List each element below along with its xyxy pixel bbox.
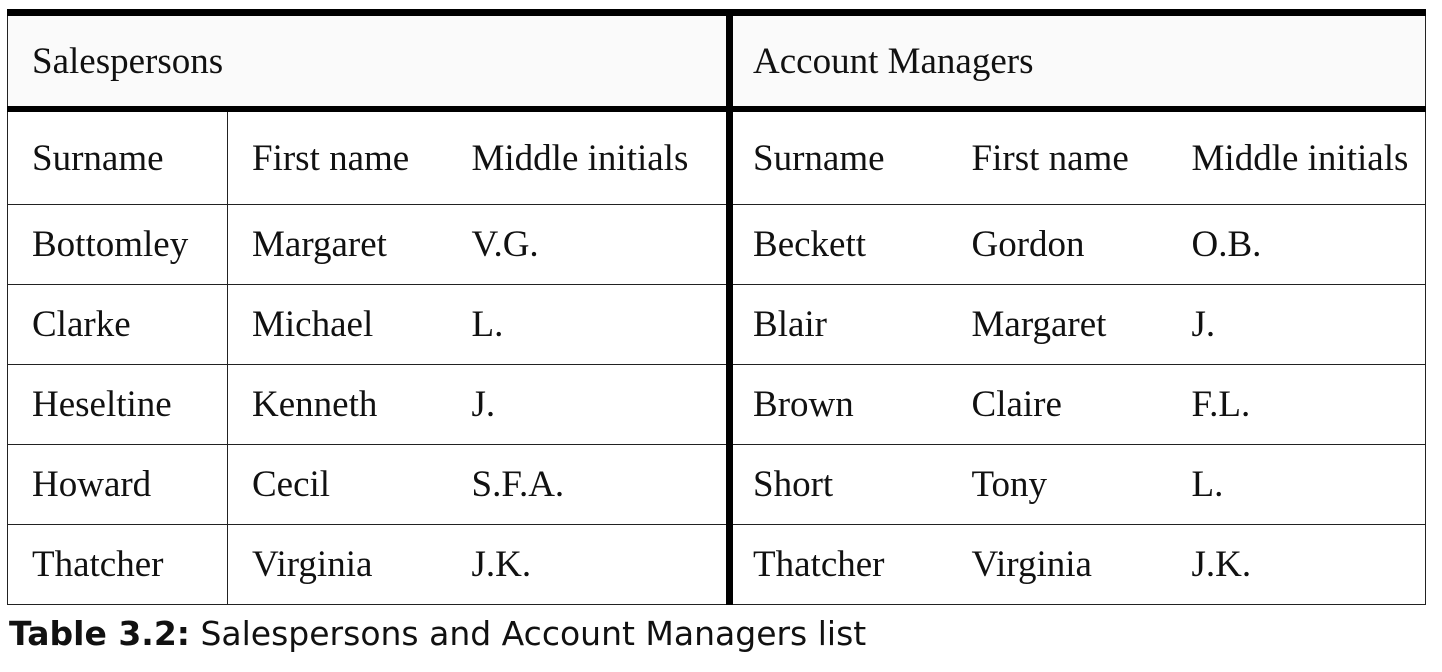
column-header: First name: [228, 109, 448, 205]
table-cell: Blair: [730, 285, 948, 365]
column-header-row: [8, 109, 1426, 205]
table-cell: Virginia: [948, 525, 1168, 605]
table-cell: Howard: [8, 445, 228, 525]
table-row: [8, 445, 1426, 525]
table-cell: F.L.: [1168, 365, 1426, 445]
table-caption: [9, 614, 866, 653]
table-cell: Cecil: [228, 445, 448, 525]
column-header: Middle initials: [448, 109, 730, 205]
table-row: [8, 525, 1426, 605]
group-header-account-managers: Account Managers: [730, 13, 1426, 110]
table-cell: S.F.A.: [448, 445, 730, 525]
table-cell: Brown: [730, 365, 948, 445]
group-header-row: [8, 13, 1426, 110]
caption-text: Salespersons and Account Managers list: [189, 614, 867, 653]
table-cell: J.K.: [1168, 525, 1426, 605]
table-cell: Beckett: [730, 205, 948, 285]
column-header: Middle initials: [1168, 109, 1426, 205]
group-header-salespersons: Salespersons: [8, 13, 730, 110]
table-cell: Bottomley: [8, 205, 228, 285]
table-row: [8, 205, 1426, 285]
table-cell: Virginia: [228, 525, 448, 605]
table-cell: Gordon: [948, 205, 1168, 285]
table-cell: Kenneth: [228, 365, 448, 445]
table-cell: Tony: [948, 445, 1168, 525]
caption-label: Table 3.2:: [9, 614, 190, 653]
table-cell: Thatcher: [8, 525, 228, 605]
table-cell: Thatcher: [730, 525, 948, 605]
table-cell: Margaret: [948, 285, 1168, 365]
salespersons-account-managers-table: [7, 9, 1426, 605]
table-cell: J.: [1168, 285, 1426, 365]
table-row: [8, 285, 1426, 365]
table-cell: L.: [448, 285, 730, 365]
table-cell: Claire: [948, 365, 1168, 445]
table-cell: J.: [448, 365, 730, 445]
column-header: Surname: [8, 109, 228, 205]
table-cell: Short: [730, 445, 948, 525]
table-cell: J.K.: [448, 525, 730, 605]
table-row: [8, 365, 1426, 445]
column-header: Surname: [730, 109, 948, 205]
table-cell: Michael: [228, 285, 448, 365]
table-cell: Margaret: [228, 205, 448, 285]
table-cell: Clarke: [8, 285, 228, 365]
column-header: First name: [948, 109, 1168, 205]
table-cell: V.G.: [448, 205, 730, 285]
table-cell: L.: [1168, 445, 1426, 525]
table-cell: O.B.: [1168, 205, 1426, 285]
table-cell: Heseltine: [8, 365, 228, 445]
